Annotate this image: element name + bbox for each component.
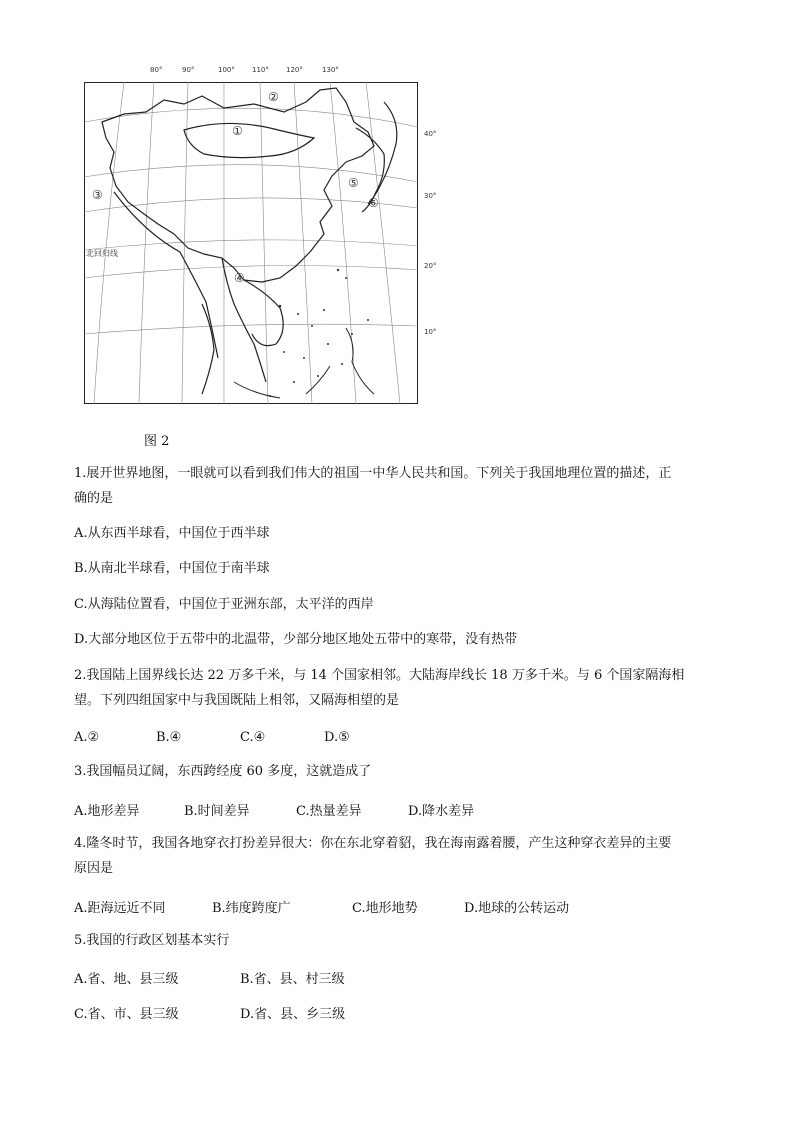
longitude-label: 130° [322, 66, 339, 74]
q2-option-c: C.④ [240, 730, 266, 745]
q3-option-a: A.地形差异 [74, 804, 140, 819]
q4-option-b: B.纬度跨度广 [212, 901, 291, 916]
map-svg [84, 82, 418, 404]
q2-option-a: A.② [74, 730, 100, 745]
q3-stem: 3.我国幅员辽阔，东西跨经度 60 多度，这就造成了 [74, 764, 372, 779]
longitude-label: 90° [182, 66, 195, 74]
latitude-label: 10° [424, 328, 437, 336]
q1-stem-line1: 1.展开世界地图，一眼就可以看到我们伟大的祖国一中华人民共和国。下列关于我国地理位置的描述，正 [74, 466, 672, 481]
q4-option-c: C.地形地势 [352, 901, 418, 916]
map-marker: ④ [234, 271, 245, 285]
q1-stem-line2: 确的是 [74, 491, 114, 506]
q4-option-d: D.地球的公转运动 [464, 901, 570, 916]
longitude-label: 80° [150, 66, 163, 74]
latitude-label: 30° [424, 192, 437, 200]
longitude-label: 120° [286, 66, 303, 74]
q2-option-d: D.⑤ [324, 730, 350, 745]
map-marker: ① [232, 124, 243, 138]
map-marker: ⑤ [348, 176, 359, 190]
map-figure [84, 66, 437, 406]
q4-stem-line1: 4.隆冬时节，我国各地穿衣打扮差异很大：你在东北穿着貂，我在海南露着腰，产生这种穿衣差异的主要 [74, 836, 672, 851]
q3-option-c: C.热量差异 [296, 804, 362, 819]
q4-option-a: A.距海远近不同 [74, 901, 166, 916]
q1-option-a: A.从东西半球看，中国位于西半球 [74, 526, 270, 541]
latitude-label: 20° [424, 262, 437, 270]
q2-option-b: B.④ [156, 730, 182, 745]
figure-caption: 图 2 [144, 434, 170, 449]
map-marker: ⑥ [368, 196, 379, 210]
q2-stem-line1: 2.我国陆上国界线长达 22 万多千米，与 14 个国家相邻。大陆海岸线长 18 万多千米。与 6 个国家隔海相 [74, 668, 685, 683]
q1-option-d: D.大部分地区位于五带中的北温带，少部分地区地处五带中的寒带，没有热带 [74, 632, 518, 647]
tropic-label: 北回归线 [86, 249, 118, 258]
q5-option-d: D.省、县、乡三级 [240, 1007, 346, 1022]
q5-option-c: C.省、市、县三级 [74, 1007, 179, 1022]
map-marker: ③ [92, 188, 103, 202]
q5-stem: 5.我国的行政区划基本实行 [74, 933, 230, 948]
latitude-label: 40° [424, 130, 437, 138]
q5-option-a: A.省、地、县三级 [74, 972, 179, 987]
q2-stem-line2: 望。下列四组国家中与我国既陆上相邻，又隔海相望的是 [74, 693, 400, 708]
map-marker: ② [268, 90, 279, 104]
longitude-label: 110° [252, 66, 269, 74]
q1-option-b: B.从南北半球看，中国位于南半球 [74, 561, 270, 576]
q3-option-b: B.时间差异 [184, 804, 250, 819]
q5-option-b: B.省、县、村三级 [240, 972, 345, 987]
longitude-label: 100° [218, 66, 235, 74]
q3-option-d: D.降水差异 [408, 804, 475, 819]
q1-option-c: C.从海陆位置看，中国位于亚洲东部，太平洋的西岸 [74, 597, 374, 612]
q4-stem-line2: 原因是 [74, 861, 114, 876]
